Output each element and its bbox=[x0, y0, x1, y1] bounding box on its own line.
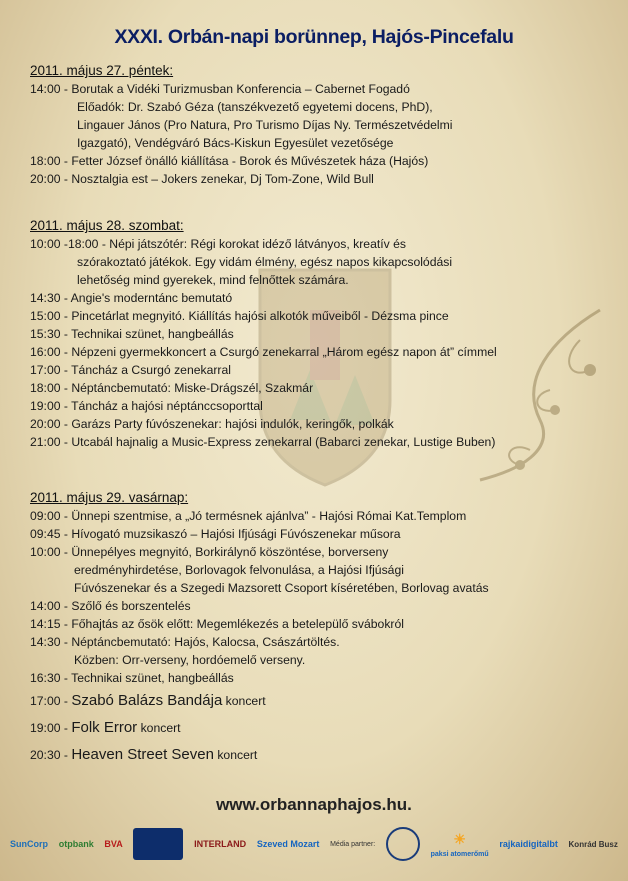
concert-line bbox=[30, 687, 620, 714]
sponsor-logo-konrad-busz: Konrád Busz bbox=[568, 839, 618, 849]
event-line: eredményhirdetése, Borlovagok felvonulása, a Hajósi Ifjúsági bbox=[74, 563, 404, 577]
concert-suffix: koncert bbox=[137, 721, 181, 735]
event-line: Fúvószenekar és a Szegedi Mazsorett Csoport kíséretében, Borlovag avatás bbox=[74, 581, 489, 595]
event-line: 14:00 - Szőlő és borszentelés bbox=[30, 599, 191, 613]
event-line: 20:00 - Nosztalgia est – Jokers zenekar, Dj Tom-Zone, Wild Bull bbox=[30, 172, 374, 186]
sponsor-logo-box bbox=[133, 828, 183, 860]
event-line: 15:00 - Pincetárlat megnyitó. Kiállítás hajósi alkotók műveiből - Dézsma pince bbox=[30, 309, 449, 323]
day-heading: 2011. május 27. péntek: bbox=[30, 63, 174, 78]
concert-time: 19:00 - bbox=[30, 721, 72, 735]
event-line: 09:00 - Ünnepi szentmise, a „Jó termésnek ajánlva” - Hajósi Római Kat.Templom bbox=[30, 509, 467, 523]
day-heading: 2011. május 28. szombat: bbox=[30, 218, 184, 233]
concert-line bbox=[30, 714, 620, 741]
sponsor-logo-paks: ☀ paksi atomerőmű bbox=[430, 830, 489, 858]
event-line: 17:00 - Táncház a Csurgó zenekarral bbox=[30, 363, 231, 377]
concert-time: 17:00 - bbox=[30, 694, 72, 708]
event-line: Lingauer János (Pro Natura, Pro Turismo Díjas Ny. Természetvédelmi bbox=[77, 118, 453, 132]
sponsor-logo-bva: BVA bbox=[104, 839, 123, 849]
event-line: 14:30 - Néptáncbemutató: Hajós, Kalocsa, Császártöltés. bbox=[30, 635, 340, 649]
event-line: 19:00 - Táncház a hajósi néptánccsoporttal bbox=[30, 399, 263, 413]
event-line: lehetőség mind gyerekek, mind felnőttek számára. bbox=[77, 273, 349, 287]
event-line: 09:45 - Hívogató muzsikaszó – Hajósi Ifjúsági Fúvószenekar műsora bbox=[30, 527, 401, 541]
event-line: 18:00 - Néptáncbemutató: Miske-Drágszél, Szakmár bbox=[30, 381, 314, 395]
media-partner-label: Média partner: bbox=[330, 840, 376, 848]
event-line: Előadók: Dr. Szabó Géza (tanszékvezető egyetemi docens, PhD), bbox=[77, 100, 433, 114]
concert-suffix: koncert bbox=[213, 748, 258, 762]
sponsor-logo-szeved: Szeved Mozart bbox=[256, 839, 320, 849]
event-line: 16:30 - Technikai szünet, hangbeállás bbox=[30, 671, 234, 685]
sponsor-logo-otpbank: otpbank bbox=[58, 839, 94, 849]
sponsor-logo-interland: INTERLAND bbox=[194, 839, 247, 849]
event-line: 20:00 - Garázs Party fúvószenekar: hajósi indulók, keringők, polkák bbox=[30, 417, 394, 431]
event-line: 14:15 - Főhajtás az ősök előtt: Megemlékezés a betelepülő svábokról bbox=[30, 617, 404, 631]
event-line: 16:00 - Népzeni gyermekkoncert a Csurgó zenekarral „Három egész napon át” címmel bbox=[30, 345, 497, 359]
poster-title: XXXI. Orbán-napi borünnep, Hajós-Pincefalu bbox=[114, 26, 514, 48]
event-line: Igazgató), Vendégváró Bács-Kiskun Egyesület vezetősége bbox=[77, 136, 394, 150]
sponsor-logo-suncorp: SunCorp bbox=[10, 839, 48, 849]
concert-name: Heaven Street Seven bbox=[71, 746, 214, 763]
sponsor-logo-seal bbox=[386, 827, 420, 861]
concert-name: Folk Error bbox=[71, 719, 138, 736]
day-heading: 2011. május 29. vasárnap: bbox=[30, 490, 189, 505]
sponsor-strip bbox=[10, 818, 618, 870]
event-line: 15:30 - Technikai szünet, hangbeállás bbox=[30, 327, 234, 341]
day-section-friday bbox=[30, 62, 620, 188]
day-section-saturday bbox=[30, 217, 620, 451]
sponsor-logo-rajkai: rajkaidigitalbt bbox=[499, 839, 558, 849]
concert-name: Szabó Balázs Bandája bbox=[71, 692, 223, 709]
concert-line bbox=[30, 741, 620, 768]
event-line: 21:00 - Utcabál hajnalig a Music-Express zenekarral (Babarci zenekar, Lustige Buben) bbox=[30, 435, 496, 449]
event-line: 10:00 -18:00 - Népi játszótér: Régi korokat idéző látványos, kreatív és bbox=[30, 237, 406, 251]
event-line: 14:00 - Borutak a Vidéki Turizmusban Konferencia – Cabernet Fogadó bbox=[30, 82, 410, 96]
concert-time: 20:30 - bbox=[30, 748, 72, 762]
event-line: 18:00 - Fetter József önálló kiállítása - Borok és Művészetek háza (Hajós) bbox=[30, 154, 429, 168]
event-line: 10:00 - Ünnepélyes megnyitó, Borkirálynő köszöntése, borverseny bbox=[30, 545, 389, 559]
sun-icon: ☀ bbox=[453, 830, 466, 847]
event-line: szórakoztató játékok. Egy vidám élmény, egész napos kikapcsolódási bbox=[77, 255, 453, 269]
concert-suffix: koncert bbox=[222, 694, 266, 708]
day-section-sunday bbox=[30, 489, 620, 768]
website-link[interactable]: www.orbannaphajos.hu. bbox=[216, 795, 412, 814]
event-line: 14:30 - Angie's moderntánc bemutató bbox=[30, 291, 233, 305]
event-line: Közben: Orr-verseny, hordóemelő verseny. bbox=[74, 653, 306, 667]
